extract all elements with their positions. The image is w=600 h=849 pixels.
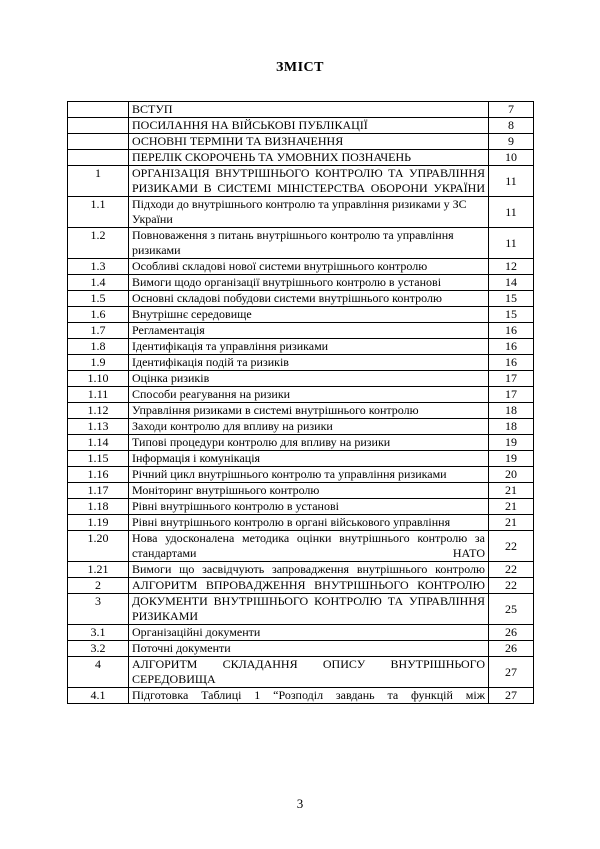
toc-page-number: 26 bbox=[489, 625, 534, 641]
toc-row bbox=[68, 228, 534, 259]
toc-row bbox=[68, 259, 534, 275]
toc-section-title: Рівні внутрішнього контролю в установі bbox=[129, 499, 489, 515]
toc-section-title: ПЕРЕЛІК СКОРОЧЕНЬ ТА УМОВНИХ ПОЗНАЧЕНЬ bbox=[129, 150, 489, 166]
toc-page-number: 16 bbox=[489, 323, 534, 339]
toc-section-number: 1.13 bbox=[68, 419, 129, 435]
toc-section-title: АЛГОРИТМ СКЛАДАННЯ ОПИСУ ВНУТРІШНЬОГО СЕРЕДОВИЩА bbox=[129, 657, 489, 688]
toc-page-number: 7 bbox=[489, 102, 534, 118]
toc-row bbox=[68, 578, 534, 594]
toc-page-number: 19 bbox=[489, 451, 534, 467]
toc-page-number: 10 bbox=[489, 150, 534, 166]
toc-page-number: 25 bbox=[489, 594, 534, 625]
page-title: ЗМІСТ bbox=[276, 60, 324, 75]
toc-page-number: 15 bbox=[489, 307, 534, 323]
toc-row bbox=[68, 102, 534, 118]
toc-row bbox=[68, 275, 534, 291]
toc-page-number: 15 bbox=[489, 291, 534, 307]
toc-section-title: Особливі складові нової системи внутрішнього контролю bbox=[129, 259, 489, 275]
toc-row bbox=[68, 594, 534, 625]
toc-section-number: 1.1 bbox=[68, 197, 129, 228]
toc-section-number: 4.1 bbox=[68, 688, 129, 704]
toc-section-title: Заходи контролю для впливу на ризики bbox=[129, 419, 489, 435]
toc-section-title: Нова удосконалена методика оцінки внутрішнього контролю за стандартами НАТО bbox=[129, 531, 489, 562]
toc-section-number: 1.11 bbox=[68, 387, 129, 403]
toc-page-number: 22 bbox=[489, 531, 534, 562]
toc-section-title: ОСНОВНІ ТЕРМІНИ ТА ВИЗНАЧЕННЯ bbox=[129, 134, 489, 150]
toc-row bbox=[68, 166, 534, 197]
toc-row bbox=[68, 515, 534, 531]
toc-row bbox=[68, 531, 534, 562]
toc-section-title: Внутрішнє середовище bbox=[129, 307, 489, 323]
toc-page-number: 20 bbox=[489, 467, 534, 483]
toc-section-title: Ідентифікація подій та ризиків bbox=[129, 355, 489, 371]
toc-row bbox=[68, 688, 534, 704]
toc-page-number: 22 bbox=[489, 578, 534, 594]
toc-page-number: 26 bbox=[489, 641, 534, 657]
toc-page-number: 16 bbox=[489, 355, 534, 371]
toc-section-title: АЛГОРИТМ ВПРОВАДЖЕННЯ ВНУТРІШНЬОГО КОНТРОЛЮ bbox=[129, 578, 489, 594]
toc-section-number: 3.1 bbox=[68, 625, 129, 641]
toc-page-number: 18 bbox=[489, 419, 534, 435]
toc-row bbox=[68, 307, 534, 323]
toc-section-title: Регламентація bbox=[129, 323, 489, 339]
toc-section-number: 1.7 bbox=[68, 323, 129, 339]
toc-section-number: 1.3 bbox=[68, 259, 129, 275]
toc-section-title: Моніторинг внутрішнього контролю bbox=[129, 483, 489, 499]
toc-page-number: 17 bbox=[489, 387, 534, 403]
toc-section-title: Оцінка ризиків bbox=[129, 371, 489, 387]
toc-page-number: 14 bbox=[489, 275, 534, 291]
toc-section-number bbox=[68, 118, 129, 134]
toc-page-number: 19 bbox=[489, 435, 534, 451]
toc-section-number: 2 bbox=[68, 578, 129, 594]
toc-page-number: 21 bbox=[489, 515, 534, 531]
toc-section-number: 1.2 bbox=[68, 228, 129, 259]
toc-row bbox=[68, 403, 534, 419]
toc-row bbox=[68, 118, 534, 134]
toc-row bbox=[68, 483, 534, 499]
toc-section-title: Рівні внутрішнього контролю в органі військового управління bbox=[129, 515, 489, 531]
toc-row bbox=[68, 323, 534, 339]
toc-section-number: 1.19 bbox=[68, 515, 129, 531]
toc-row bbox=[68, 625, 534, 641]
toc-section-number: 1 bbox=[68, 166, 129, 197]
toc-page-number: 9 bbox=[489, 134, 534, 150]
toc-page-number: 27 bbox=[489, 688, 534, 704]
toc-section-title: Повноваження з питань внутрішнього контролю та управління ризиками bbox=[129, 228, 489, 259]
toc-body bbox=[68, 102, 534, 704]
toc-row bbox=[68, 371, 534, 387]
toc-page-number: 27 bbox=[489, 657, 534, 688]
toc-section-number bbox=[68, 134, 129, 150]
toc-section-title: Поточні документи bbox=[129, 641, 489, 657]
toc-section-number: 3 bbox=[68, 594, 129, 625]
toc-row bbox=[68, 339, 534, 355]
toc-row bbox=[68, 197, 534, 228]
toc-section-number: 1.17 bbox=[68, 483, 129, 499]
table-of-contents bbox=[67, 101, 534, 704]
toc-page-number: 18 bbox=[489, 403, 534, 419]
toc-row bbox=[68, 641, 534, 657]
toc-section-number: 1.10 bbox=[68, 371, 129, 387]
toc-row bbox=[68, 291, 534, 307]
toc-page-number: 21 bbox=[489, 499, 534, 515]
toc-row bbox=[68, 355, 534, 371]
toc-section-number: 1.12 bbox=[68, 403, 129, 419]
toc-section-title: Підходи до внутрішнього контролю та управління ризиками у ЗС України bbox=[129, 197, 489, 228]
toc-section-number: 1.8 bbox=[68, 339, 129, 355]
toc-page-number: 16 bbox=[489, 339, 534, 355]
toc-section-number: 1.18 bbox=[68, 499, 129, 515]
toc-page-number: 21 bbox=[489, 483, 534, 499]
toc-page-number: 11 bbox=[489, 166, 534, 197]
toc-section-number: 4 bbox=[68, 657, 129, 688]
toc-section-number: 1.21 bbox=[68, 562, 129, 578]
toc-section-title: ВСТУП bbox=[129, 102, 489, 118]
toc-section-number: 1.20 bbox=[68, 531, 129, 562]
toc-row bbox=[68, 435, 534, 451]
toc-page-number: 22 bbox=[489, 562, 534, 578]
toc-section-title: Вимоги що засвідчують запровадження внутрішнього контролю bbox=[129, 562, 489, 578]
toc-row bbox=[68, 150, 534, 166]
toc-section-number: 1.6 bbox=[68, 307, 129, 323]
toc-section-number: 1.15 bbox=[68, 451, 129, 467]
toc-section-title: Ідентифікація та управління ризиками bbox=[129, 339, 489, 355]
toc-section-title: Організаційні документи bbox=[129, 625, 489, 641]
toc-section-title: Основні складові побудови системи внутрішнього контролю bbox=[129, 291, 489, 307]
toc-section-number: 1.16 bbox=[68, 467, 129, 483]
toc-section-title: Типові процедури контролю для впливу на ризики bbox=[129, 435, 489, 451]
toc-row bbox=[68, 467, 534, 483]
toc-page-number: 8 bbox=[489, 118, 534, 134]
toc-section-number: 1.9 bbox=[68, 355, 129, 371]
toc-section-number: 1.14 bbox=[68, 435, 129, 451]
toc-section-title: Інформація і комунікація bbox=[129, 451, 489, 467]
toc-page-number: 17 bbox=[489, 371, 534, 387]
toc-section-number bbox=[68, 150, 129, 166]
toc-section-title: Підготовка Таблиці 1 “Розподіл завдань та функцій між bbox=[129, 688, 489, 704]
toc-row bbox=[68, 134, 534, 150]
toc-page-number: 11 bbox=[489, 197, 534, 228]
toc-row bbox=[68, 499, 534, 515]
toc-section-title: Управління ризиками в системі внутрішнього контролю bbox=[129, 403, 489, 419]
toc-section-title: Вимоги щодо організації внутрішнього контролю в установі bbox=[129, 275, 489, 291]
toc-section-title: Способи реагування на ризики bbox=[129, 387, 489, 403]
toc-row bbox=[68, 419, 534, 435]
toc-row bbox=[68, 387, 534, 403]
toc-page-number: 11 bbox=[489, 228, 534, 259]
page-number: 3 bbox=[296, 796, 304, 811]
toc-section-title: Річний цикл внутрішнього контролю та управління ризиками bbox=[129, 467, 489, 483]
toc-section-number: 3.2 bbox=[68, 641, 129, 657]
toc-section-number: 1.5 bbox=[68, 291, 129, 307]
toc-section-title: ОРГАНІЗАЦІЯ ВНУТРІШНЬОГО КОНТРОЛЮ ТА УПРАВЛІННЯ РИЗИКАМИ В СИСТЕМІ МІНІСТЕРСТВА ОБОРОНИ УКРАЇНИ bbox=[129, 166, 489, 197]
toc-row bbox=[68, 657, 534, 688]
toc-section-title: ДОКУМЕНТИ ВНУТРІШНЬОГО КОНТРОЛЮ ТА УПРАВЛІННЯ РИЗИКАМИ bbox=[129, 594, 489, 625]
toc-row bbox=[68, 562, 534, 578]
toc-section-number bbox=[68, 102, 129, 118]
toc-section-title: ПОСИЛАННЯ НА ВІЙСЬКОВІ ПУБЛІКАЦІЇ bbox=[129, 118, 489, 134]
toc-section-number: 1.4 bbox=[68, 275, 129, 291]
toc-row bbox=[68, 451, 534, 467]
toc-page-number: 12 bbox=[489, 259, 534, 275]
